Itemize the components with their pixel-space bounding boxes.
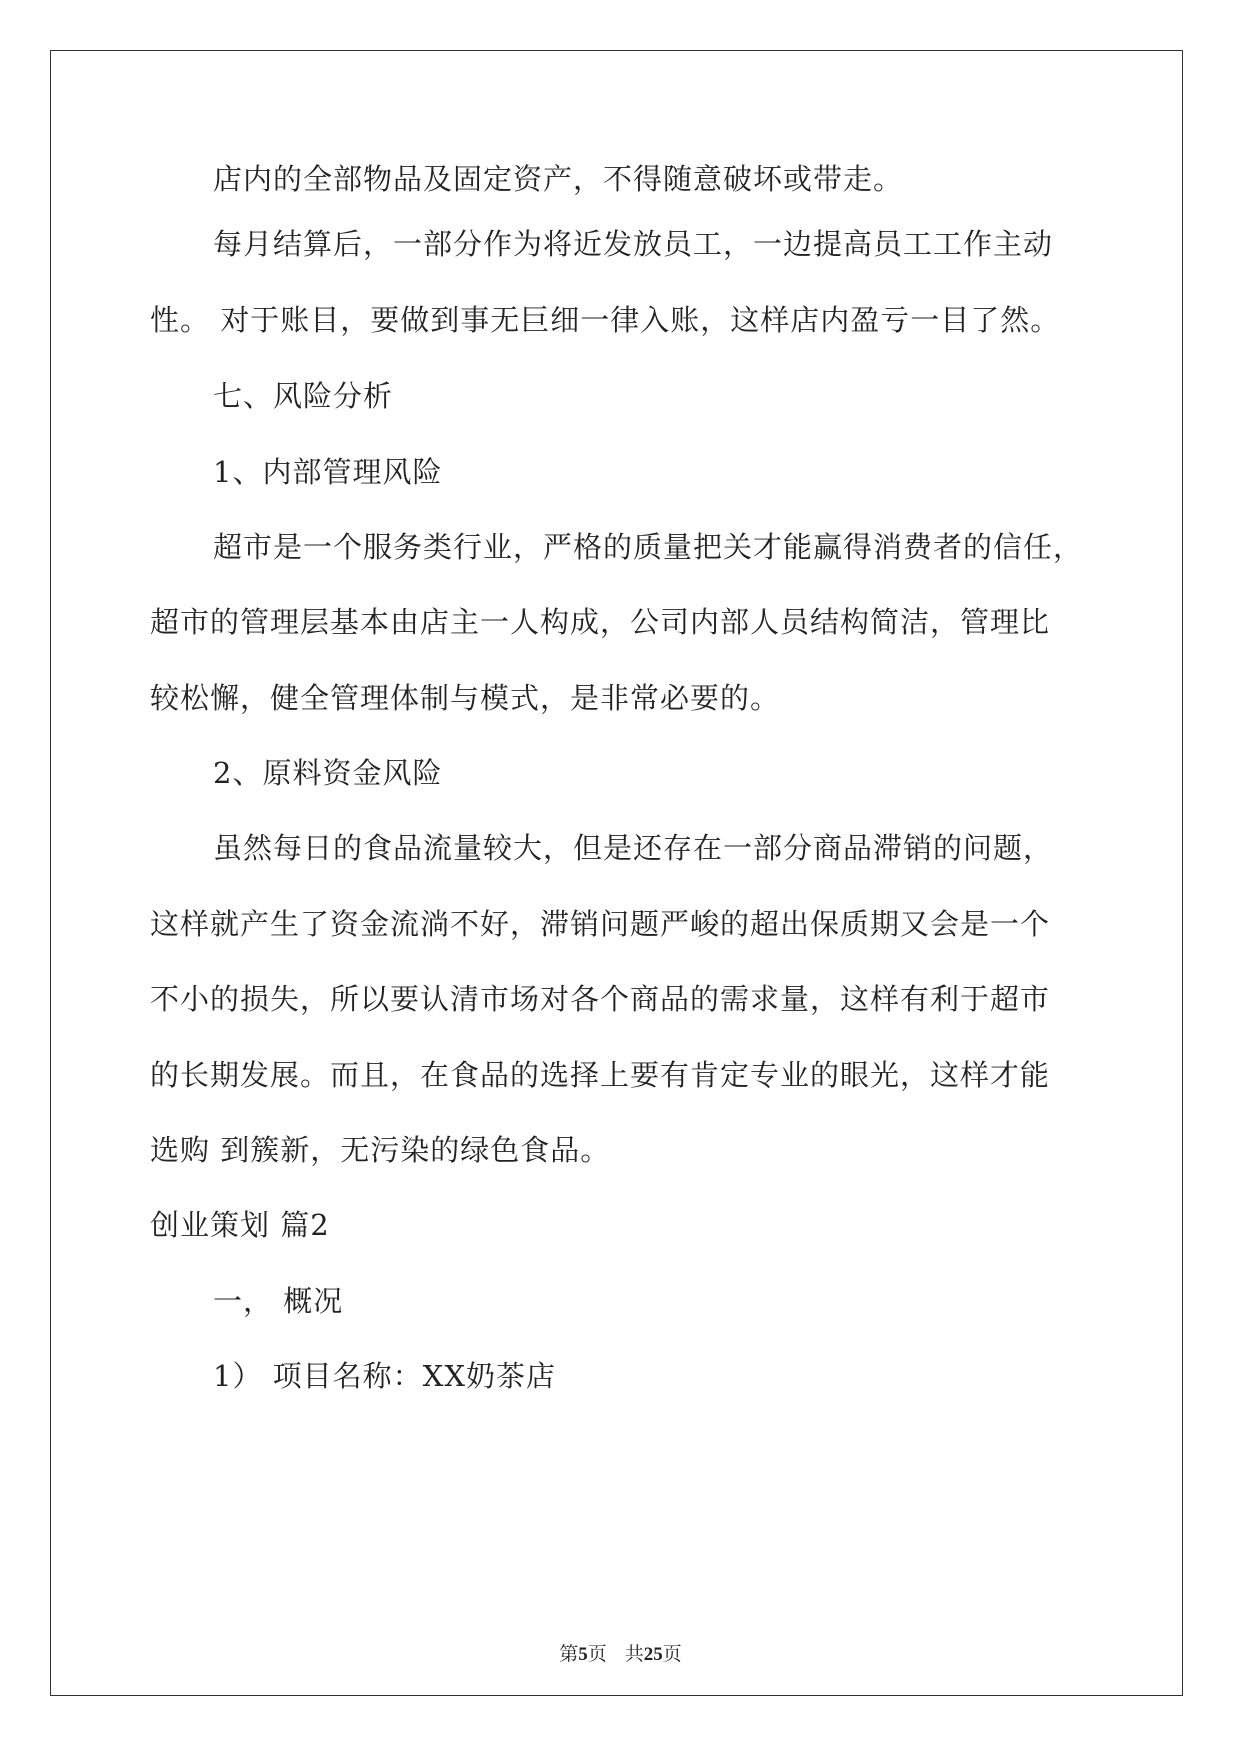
paragraph-line: 店内的全部物品及固定资产，不得随意破坏或带走。 bbox=[213, 162, 904, 196]
paragraph-line: 每月结算后，一部分作为将近发放员工，一边提高员工工作主动 bbox=[213, 227, 1054, 261]
paragraph-line: 超市的管理层基本由店主一人构成，公司内部人员结构简洁，管理比 bbox=[150, 605, 1051, 639]
subsection-heading: 1、内部管理风险 bbox=[213, 455, 443, 489]
paragraph-line: 1） 项目名称：XX奶茶店 bbox=[213, 1359, 556, 1393]
paragraph-line: 虽然每日的食品流量较大，但是还存在一部分商品滞销的问题， bbox=[213, 831, 1054, 865]
paragraph-line: 性。 对于账目，要做到事无巨细一律入账，这样店内盈亏一目了然。 bbox=[150, 303, 1061, 337]
section-heading: 七、风险分析 bbox=[213, 379, 394, 413]
paragraph-line: 不小的损失，所以要认清市场对各个商品的需求量，这样有利于超市 bbox=[150, 982, 1051, 1016]
section-heading: 一， 概况 bbox=[213, 1284, 344, 1318]
footer-prefix: 第 bbox=[559, 1644, 579, 1665]
footer-page-suffix: 页 bbox=[587, 1644, 607, 1665]
subsection-heading: 2、原料资金风险 bbox=[213, 756, 443, 790]
document-section-title: 创业策划 篇2 bbox=[150, 1208, 330, 1242]
paragraph-line: 的长期发展。而且，在食品的选择上要有肯定专业的眼光，这样才能 bbox=[150, 1058, 1051, 1092]
paragraph-line: 选购 到簇新，无污染的绿色食品。 bbox=[150, 1133, 611, 1167]
footer-total-prefix: 共 bbox=[624, 1644, 644, 1665]
current-page-number: 5 bbox=[578, 1644, 588, 1665]
total-page-count: 25 bbox=[643, 1644, 663, 1665]
footer-total-suffix: 页 bbox=[662, 1644, 682, 1665]
page-footer bbox=[0, 1643, 1241, 1667]
paragraph-line: 超市是一个服务类行业，严格的质量把关才能赢得消费者的信任， bbox=[213, 530, 1084, 564]
paragraph-line: 这样就产生了资金流淌不好，滞销问题严峻的超出保质期又会是一个 bbox=[150, 907, 1051, 941]
paragraph-line: 较松懈，健全管理体制与模式，是非常必要的。 bbox=[150, 681, 781, 715]
page-border bbox=[50, 50, 1183, 1696]
